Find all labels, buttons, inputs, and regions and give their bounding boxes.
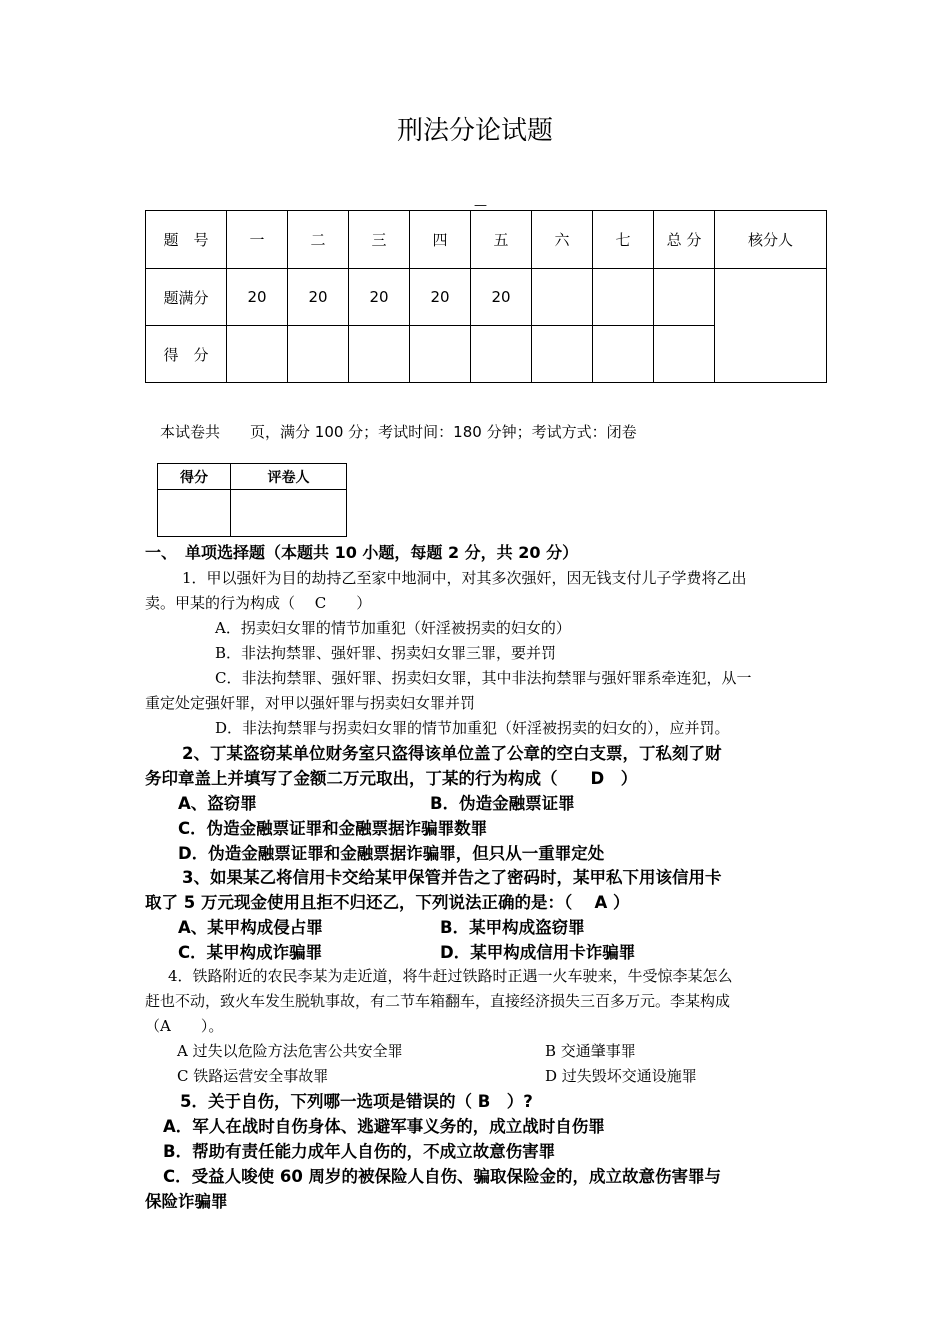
q1-option-c-line2: 重定处定强奸罪，对甲以强奸罪与拐卖妇女罪并罚 (145, 694, 476, 712)
q3-stem-line1: 3、如果某乙将信用卡交给某甲保管并告之了密码时，某甲私下用该信用卡 (182, 868, 722, 887)
got-score-cell (410, 326, 471, 383)
full-score-label: 题满分 (146, 269, 227, 326)
header-1: 一 (227, 211, 288, 269)
page-title: 刑法分论试题 (396, 116, 553, 146)
header-4: 四 (410, 211, 471, 269)
q2-stem-line2: 务印章盖上并填写了金额二万元取出，丁某的行为构成（ D ） (145, 769, 638, 788)
grader-name-label: 评卷人 (231, 464, 347, 490)
q3-option-a: A、某甲构成侵占罪 (178, 918, 323, 937)
got-score-label: 得 分 (146, 326, 227, 383)
q3-option-b: B．某甲构成盗窃罪 (440, 918, 585, 937)
q2-option-c: C．伪造金融票证罪和金融票据诈骗罪数罪 (178, 819, 488, 838)
q1-option-b: B．非法拘禁罪、强奸罪、拐卖妇女罪三罪，要并罚 (215, 644, 557, 662)
q4-stem-line2: 赶也不动，致火车发生脱轨事故，有二节车箱翻车，直接经济损失三百多万元。李某构成 (145, 992, 731, 1010)
grader-table (157, 463, 347, 537)
got-score-cell (593, 326, 654, 383)
header-5: 五 (471, 211, 532, 269)
full-score-cell: 20 (288, 269, 349, 326)
q1-option-d: D．非法拘禁罪与拐卖妇女罪的情节加重犯（奸淫被拐卖的妇女的），应并罚。 (215, 719, 730, 737)
q2-option-d: D．伪造金融票证罪和金融票据诈骗罪，但只从一重罪定处 (178, 844, 605, 863)
full-score-cell (593, 269, 654, 326)
q4-stem-line1: 4．铁路附近的农民李某为走近道，将牛赶过铁路时正遇一火车驶来，牛受惊李某怎么 (168, 967, 733, 985)
got-score-cell (471, 326, 532, 383)
full-score-cell (654, 269, 715, 326)
q4-stem-line3: （A ）。 (145, 1017, 224, 1035)
checker-cell (715, 269, 827, 383)
section-title: 一、 单项选择题（本题共 10 小题，每题 2 分，共 20 分） (145, 543, 579, 562)
header-2: 二 (288, 211, 349, 269)
full-score-cell: 20 (227, 269, 288, 326)
q5-option-c-line2: 保险诈骗罪 (145, 1192, 228, 1211)
score-header-row (146, 211, 827, 269)
q2-option-b: B．伪造金融票证罪 (430, 794, 575, 813)
full-score-cell: 20 (410, 269, 471, 326)
header-checker: 核分人 (715, 211, 827, 269)
header-3: 三 (349, 211, 410, 269)
q1-option-c-line1: C．非法拘禁罪、强奸罪、拐卖妇女罪，其中非法拘禁罪与强奸罪系牵连犯，从一 (215, 669, 752, 687)
full-score-cell: 20 (471, 269, 532, 326)
got-score-cell (288, 326, 349, 383)
got-score-cell (532, 326, 593, 383)
grader-score-label: 得分 (158, 464, 231, 490)
q4-option-d: D 过失毁坏交通设施罪 (545, 1067, 697, 1085)
got-score-cell (227, 326, 288, 383)
title-dash: — (474, 198, 487, 213)
grader-name-cell (231, 490, 347, 537)
q2-stem-line1: 2、丁某盗窃某单位财务室只盗得该单位盖了公章的空白支票，丁私刻了财 (182, 744, 722, 763)
full-score-cell (532, 269, 593, 326)
q5-stem: 5．关于自伤，下列哪一选项是错误的（ B ）? (180, 1092, 533, 1111)
q5-option-b: B．帮助有责任能力成年人自伤的，不成立故意伤害罪 (163, 1142, 556, 1161)
grader-score-cell (158, 490, 231, 537)
q1-stem-line1: 1．甲以强奸为目的劫持乙至家中地洞中，对其多次强奸，因无钱支付儿子学费将乙出 (182, 569, 747, 587)
q2-option-a: A、盗窃罪 (178, 794, 257, 813)
header-question-no: 题 号 (146, 211, 227, 269)
q4-option-c: C 铁路运营安全事故罪 (177, 1067, 329, 1085)
header-total: 总 分 (654, 211, 715, 269)
header-7: 七 (593, 211, 654, 269)
q4-option-a: A 过失以危险方法危害公共安全罪 (177, 1042, 403, 1060)
exam-info: 本试卷共 页，满分 100 分；考试时间：180 分钟；考试方式：闭卷 (160, 423, 637, 441)
q5-option-c-line1: C．受益人唆使 60 周岁的被保险人自伤、骗取保险金的，成立故意伤害罪与 (163, 1167, 722, 1186)
q3-option-c: C．某甲构成诈骗罪 (178, 943, 323, 962)
q3-option-d: D．某甲构成信用卡诈骗罪 (440, 943, 636, 962)
header-6: 六 (532, 211, 593, 269)
q1-option-a: A．拐卖妇女罪的情节加重犯（奸淫被拐卖的妇女的） (215, 619, 571, 637)
score-table (145, 210, 827, 383)
q1-stem-line2: 卖。甲某的行为构成（ C ） (145, 594, 372, 612)
got-score-cell (654, 326, 715, 383)
q5-option-a: A．军人在战时自伤身体、逃避军事义务的，成立战时自伤罪 (163, 1117, 605, 1136)
full-score-cell: 20 (349, 269, 410, 326)
full-score-row (146, 269, 827, 326)
got-score-cell (349, 326, 410, 383)
q3-stem-line2: 取了 5 万元现金使用且拒不归还乙，下列说法正确的是：（ A ） (145, 893, 630, 912)
q4-option-b: B 交通肇事罪 (545, 1042, 636, 1060)
